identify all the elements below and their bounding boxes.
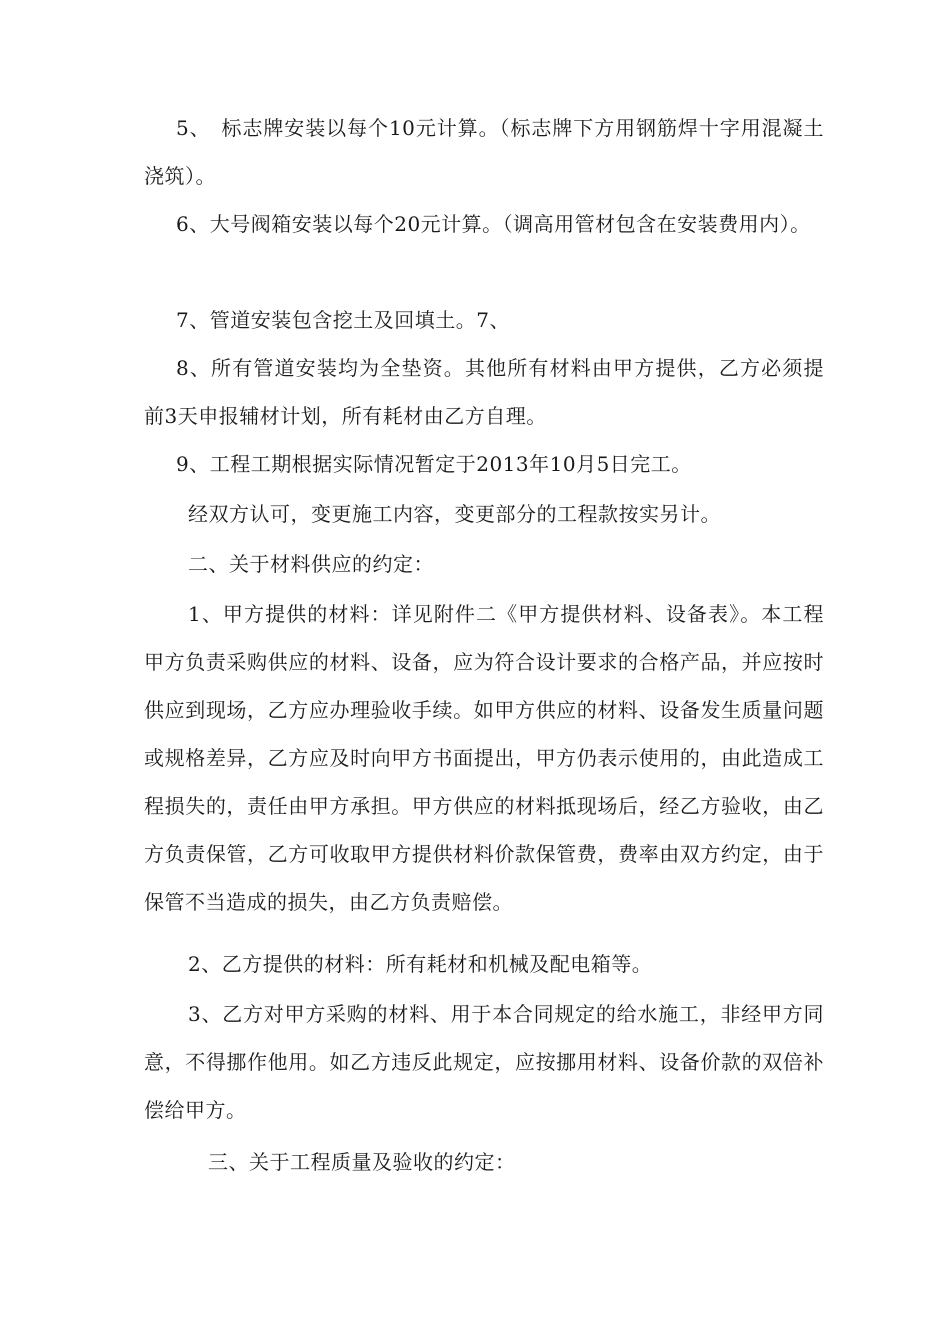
clause-7-pipe-installation: 7、管道安装包含挖土及回填土。7、 xyxy=(176,308,510,332)
clause-9-construction-period: 9、工程工期根据实际情况暂定于2013年10月5日完工。 xyxy=(176,452,692,476)
section-2-heading: 二、关于材料供应的约定： xyxy=(188,552,434,576)
material-clause-1-party-a: 1、甲方提供的材料：详见附件二《甲方提供材料、设备表》。本工程甲方负责采购供应的材料、设备，应为符合设计要求的合格产品，并应按时供应到现场，乙方应办理验收手续。如甲方供应的材料、设备发生质量问题或规格差异，乙方应及时向甲方书面提出，甲方仍表示使用的，由此造成工程损失的，责任由甲方承担。甲方供应的材料抵现场后，经乙方验收，由乙方负责保管，乙方可收取甲方提供材料价款保管费，费率由双方约定，由于保管不当造成的损失，由乙方负责赔偿。 xyxy=(144,602,824,914)
section-3-heading: 三、关于工程质量及验收的约定： xyxy=(208,1150,516,1174)
material-clause-2-party-b: 2、乙方提供的材料：所有耗材和机械及配电箱等。 xyxy=(188,952,653,976)
clause-5-sign-installation: 5、 标志牌安装以每个10元计算。（标志牌下方用钢筋焊十字用混凝土浇筑）。 xyxy=(144,116,824,188)
material-clause-3-misuse: 3、乙方对甲方采购的材料、用于本合同规定的给水施工，非经甲方同意，不得挪作他用。如乙方违反此规定，应按挪用材料、设备价款的双倍补偿给甲方。 xyxy=(144,1002,824,1122)
clause-6-valve-box-installation: 6、大号阀箱安装以每个20元计算。（调高用管材包含在安装费用内）。 xyxy=(176,212,811,236)
mutual-agreement-note: 经双方认可，变更施工内容，变更部分的工程款按实另计。 xyxy=(188,502,721,526)
clause-8-advance-payment: 8、所有管道安装均为全垫资。其他所有材料由甲方提供，乙方必须提前3天申报辅材计划，所有耗材由乙方自理。 xyxy=(144,356,824,428)
